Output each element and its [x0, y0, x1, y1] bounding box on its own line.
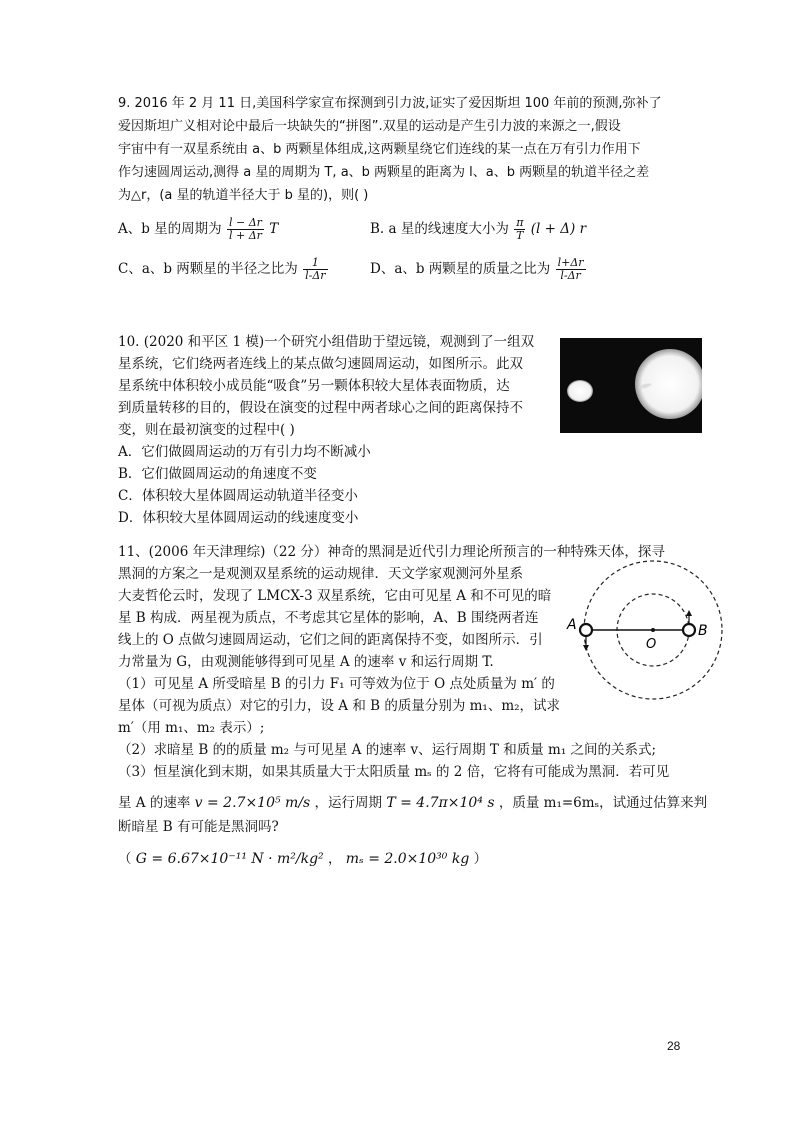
q11-line-12-text-c: ，运行周期 — [314, 795, 383, 811]
fraction-numerator: l+Δr — [557, 256, 584, 269]
q10-option-a: A．它们做圆周运动的万有引力均不断减小 — [118, 444, 371, 460]
q11-line-14-open-paren: （ — [118, 851, 132, 867]
q9-option-b — [370, 217, 586, 242]
fraction-numerator: 1 — [303, 257, 327, 270]
q9-option-a-suffix: T — [269, 221, 279, 237]
q9-option-b-suffix: (l + Δ) r — [530, 221, 587, 237]
q11-line-12-text-a: 星 A 的速率 — [118, 795, 191, 811]
q10-line-4: 到质量转移的目的，假设在演变的过程中两者球心之间的距离保持不 — [118, 400, 523, 416]
star-a — [580, 624, 592, 636]
q11-line-14-close-paren: ） — [473, 851, 488, 867]
q9-option-a-fraction — [227, 217, 264, 242]
q9-option-a-prefix: A、b 星的周期为 — [118, 221, 222, 237]
binary-star-photo-drawing — [560, 338, 702, 433]
solar-mass-formula: mₛ = 2.0×10³⁰ kg — [345, 851, 470, 867]
center-point-o — [651, 628, 655, 632]
q10-line-3: 星系统中体积较小成员能“吸食”另一颗体积较大星体表面物质，达 — [118, 378, 510, 394]
q9-option-c-prefix: C、a、b 两颗星的半径之比为 — [118, 261, 298, 277]
page-number: 28 — [667, 1039, 681, 1053]
q9-option-b-fraction — [514, 217, 525, 242]
fraction-numerator: π — [514, 217, 525, 230]
q9-option-a — [118, 217, 278, 242]
q11-line-11: （3）恒星演化到末期，如果其质量大于太阳质量 mₛ 的 2 倍，它将有可能成为黑洞．若可见 — [118, 764, 670, 780]
q11-line-6: 力常量为 G，由观测能够得到可见星 A 的速率 v 和运行周期 T. — [118, 654, 494, 670]
q10-line-1: 10. (2020 和平区 1 模)一个研究小组借助于望远镜，观测到了一组双 — [118, 334, 535, 350]
small-star — [567, 380, 593, 402]
orbit-diagram-drawing — [565, 555, 725, 705]
fraction-denominator: l-Δr — [560, 269, 581, 282]
label-b: B — [698, 623, 708, 639]
q9-line-4: 作匀速圆周运动,测得 a 星的周期为 T, a、b 两颗星的距离为 l、a、b 两颗星的轨道半径之差 — [118, 165, 650, 180]
q9-line-1: 9. 2016 年 2 月 11 日,美国科学家宣布探测到引力波,证实了爱因斯坦 100 年前的预测,弥补了 — [118, 96, 662, 111]
q9-line-5: 为△r，(a 星的轨道半径大于 b 星的)，则( ) — [118, 188, 369, 203]
velocity-arrow-b-head — [686, 610, 692, 616]
q11-line-12 — [118, 792, 707, 814]
q9-option-c-fraction — [303, 257, 327, 282]
q11-line-1: 11、(2006 年天津理综)（22 分）神奇的黑洞是近代引力理论所预言的一种特殊天体，探寻 — [118, 544, 665, 560]
q10-option-c: C．体积较大星体圆周运动轨道半径变小 — [118, 488, 358, 504]
q9-line-3: 宇宙中有一双星系统由 a、b 两颗星体组成,这两颗星绕它们连线的某一点在万有引力作用下 — [118, 142, 641, 157]
period-formula: T = 4.7π×10⁴ s — [386, 795, 495, 811]
q10-option-d: D．体积较大星体圆周运动的线速度变小 — [118, 510, 359, 526]
q11-line-7: （1）可见星 A 所受暗星 B 的引力 F₁ 可等效为位于 O 点处质量为 m′ 的 — [118, 676, 555, 692]
fraction-denominator: T — [516, 229, 524, 242]
q11-line-13: 断暗星 B 有可能是黑洞吗? — [118, 819, 279, 835]
q11-line-14-separator: ， — [327, 851, 342, 867]
q10-option-b: B．它们做圆周运动的角速度不变 — [118, 466, 317, 482]
orbit-diagram — [565, 555, 725, 709]
q11-line-4: 星 B 构成．两星视为质点，不考虑其它星体的影响，A、B 围绕两者连 — [118, 610, 539, 626]
q9-option-b-prefix: B. a 星的线速度大小为 — [370, 221, 509, 237]
q11-line-5: 线上的 O 点做匀速圆周运动，它们之间的距离保持不变，如图所示．引 — [118, 632, 543, 648]
fraction-denominator: l-Δr — [305, 269, 326, 282]
fraction-denominator: l + Δr — [228, 229, 262, 242]
q10-line-5: 变，则在最初演变的过程中( ) — [118, 422, 295, 438]
label-a: A — [567, 617, 577, 633]
speed-formula: v = 2.7×10⁵ m/s — [194, 795, 311, 811]
fraction-numerator: l − Δr — [228, 216, 262, 229]
q11-line-10: （2）求暗星 B 的的质量 m₂ 与可见星 A 的速率 v、运行周期 T 和质量 m₁ 之间的关系式; — [118, 742, 657, 758]
q9-option-d — [370, 257, 587, 282]
q9-line-2: 爱因斯坦广义相对论中最后一块缺失的“拼图”.双星的运动是产生引力波的来源之一,假设 — [118, 119, 621, 134]
q9-option-d-prefix: D、a、b 两颗星的质量之比为 — [370, 261, 551, 277]
q11-line-8: 星体（可视为质点）对它的引力，设 A 和 B 的质量分别为 m₁、m₂，试求 — [118, 698, 561, 714]
q10-line-2: 星系统，它们绕两者连线上的某点做匀速圆周运动，如图所示。此双 — [118, 356, 523, 372]
q11-line-14 — [118, 848, 487, 870]
q11-line-3: 大麦哲伦云时，发现了 LMCX-3 双星系统，它由可见星 A 和不可见的暗 — [118, 588, 552, 604]
q11-line-9: m′（用 m₁、m₂ 表示）; — [118, 720, 265, 736]
binary-star-photo — [560, 338, 702, 433]
q11-line-2: 黑洞的方案之一是观测双星系统的运动规律．天文学家观测河外星系 — [118, 566, 523, 582]
velocity-arrow-a-head — [583, 645, 589, 651]
star-b — [683, 624, 695, 636]
q11-line-12-text-e: ，质量 m₁=6mₛ，试通过估算来判 — [498, 795, 708, 811]
label-o: O — [646, 637, 657, 652]
q9-option-d-fraction — [556, 257, 586, 282]
gravitational-constant-formula: G = 6.67×10⁻¹¹ N · m²/kg² — [135, 851, 324, 867]
q9-option-c — [118, 257, 329, 282]
